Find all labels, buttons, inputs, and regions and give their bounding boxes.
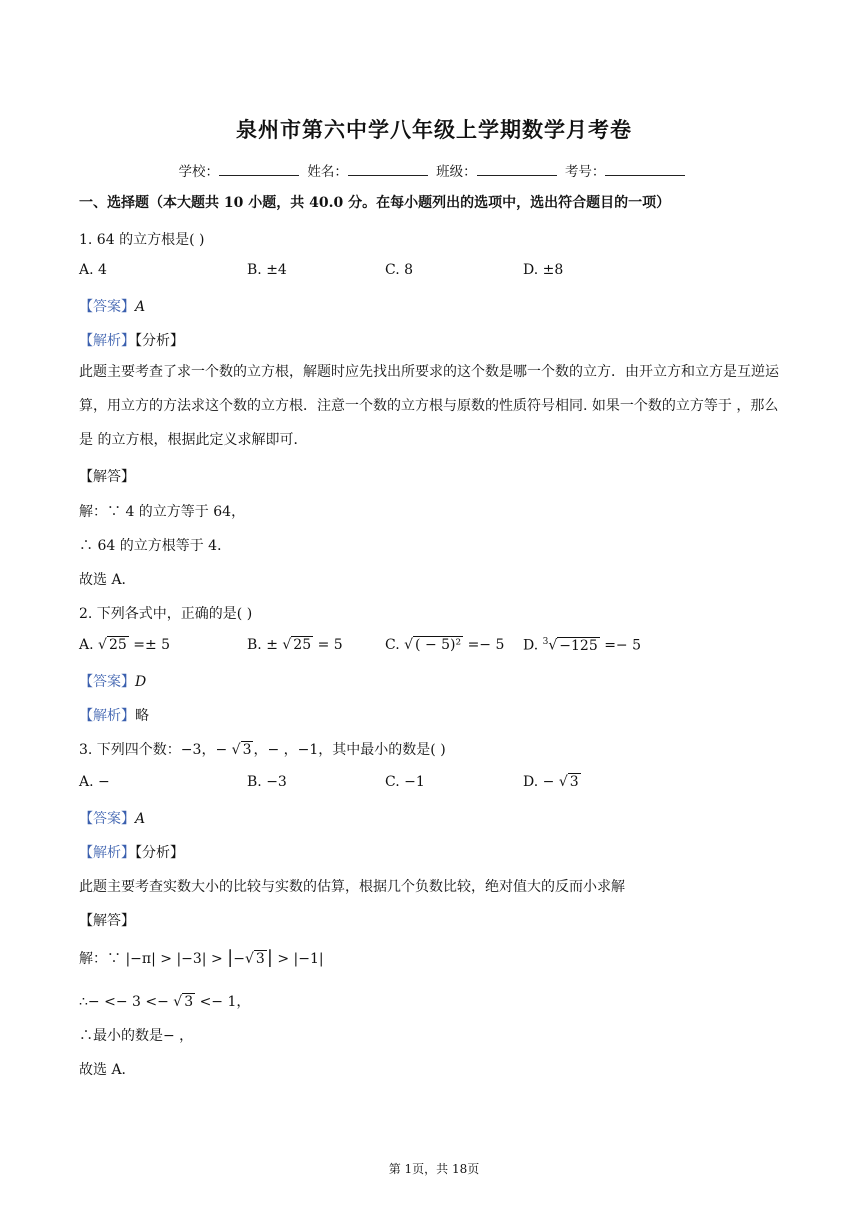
solve-suffix: <− 1， xyxy=(195,994,251,1010)
sqrt-icon: √ xyxy=(404,637,414,653)
q1-stem: 1. 64 的立方根是( ) xyxy=(79,232,205,248)
option-rest: =− 5 xyxy=(599,637,642,654)
q2-answer: D xyxy=(135,674,147,690)
option-prefix: A. xyxy=(79,637,99,653)
q3-solve-line-1: 解：∵ |−π| > |−3| > |−√ 3 | > |−1| xyxy=(79,947,324,968)
q3-analysis-line xyxy=(79,842,184,862)
q3-option-d xyxy=(523,774,581,790)
option-rest: =− 5 xyxy=(463,637,505,653)
name-blank xyxy=(348,163,428,176)
school-label: 学校： xyxy=(178,164,220,180)
q1-analysis-text: 此题主要考查了求一个数的立方根，解题时应先找出所要求的这个数是哪一个数的立方．由开立方和立方是互逆运算，用立方的方法求这个数的立方根．注意一个数的立方根与原数的性质符号相同. 如果一个数的立方等于 ，那么 是 的立方根，根据此定义求解即可． xyxy=(79,364,779,448)
sqrt-expression xyxy=(404,637,463,653)
class-label: 班级： xyxy=(436,164,477,180)
radicand: 3 xyxy=(184,994,194,1010)
number-blank xyxy=(605,163,685,176)
q1-option-a: A. 4 xyxy=(79,262,107,278)
option-prefix: D. − xyxy=(523,774,559,790)
sqrt-icon: √ xyxy=(231,742,241,758)
analysis-tag: 【解析】 xyxy=(79,333,135,349)
q1-option-b: B. ±4 xyxy=(247,262,287,278)
q1-solve-label: 【解答】 xyxy=(79,469,135,485)
q2-option-a xyxy=(79,637,170,653)
q3-solve-line-4: 故选 A． xyxy=(79,1062,136,1078)
q3-option-b: B. −3 xyxy=(247,774,287,790)
sqrt-icon: √ xyxy=(244,951,254,967)
sqrt-expression xyxy=(173,994,195,1010)
solve-prefix: 解：∵ |−π| > |−3| > xyxy=(79,951,228,967)
answer-tag: 【答案】 xyxy=(79,811,135,827)
analysis-tag: 【解析】 xyxy=(79,845,135,861)
solve-prefix: ∴− <− 3 <− xyxy=(79,994,174,1010)
stem-prefix: 3. 下列四个数：−3，− xyxy=(79,742,232,758)
analysis-label: 【分析】 xyxy=(135,333,184,349)
q2-analysis-line xyxy=(79,705,149,725)
radicand: 3 xyxy=(569,774,579,790)
q3-solve-line-2 xyxy=(79,991,250,1011)
q2-answer-line xyxy=(79,671,146,691)
abs-bar-left: | xyxy=(227,947,234,968)
q3-answer-line xyxy=(79,808,145,828)
sqrt-expression xyxy=(245,951,267,967)
radicand: 25 xyxy=(293,637,312,653)
q1-solve-line-3: 故选 A． xyxy=(79,572,136,588)
root-index: 3 xyxy=(542,637,549,647)
sqrt-expression xyxy=(559,774,581,790)
cbrt-expression xyxy=(543,637,600,654)
solve-suffix: > |−1| xyxy=(272,951,324,967)
q3-stem xyxy=(79,739,446,759)
q1-answer-line xyxy=(79,296,145,316)
radicand: −125 xyxy=(559,637,598,654)
q1-answer: A xyxy=(135,299,146,315)
q1-solve-line-2: ∴ 64 的立方根等于 4． xyxy=(79,538,232,554)
sqrt-icon: √ xyxy=(173,994,183,1010)
number-label: 考号： xyxy=(564,164,606,180)
section-heading: 一、选择题（本大题共 10 小题，共 40.0 分。在每小题列出的选项中，选出符合题目的一项） xyxy=(79,195,671,211)
answer-tag: 【答案】 xyxy=(79,674,135,690)
q3-answer: A xyxy=(135,811,146,827)
name-label: 姓名： xyxy=(307,164,348,180)
abs-bar-right: | xyxy=(266,947,273,968)
option-rest: =± 5 xyxy=(128,637,171,653)
sqrt-expression xyxy=(98,637,129,653)
q1-option-d: D. ±8 xyxy=(523,262,564,278)
q3-solve-line-3: ∴最小的数是− ， xyxy=(79,1028,194,1044)
q3-option-a: A. − xyxy=(79,774,110,790)
q3-solve-label: 【解答】 xyxy=(79,913,135,929)
class-blank xyxy=(477,163,557,176)
q1-solve-line-1: 解：∵ 4 的立方等于 64， xyxy=(79,504,246,520)
sqrt-icon: √ xyxy=(98,637,107,653)
radicand: 25 xyxy=(108,637,127,653)
radicand: 3 xyxy=(255,951,265,967)
sqrt-icon: √ xyxy=(282,637,292,653)
q2-option-c xyxy=(385,637,504,653)
option-prefix: C. xyxy=(385,637,405,653)
radicand: 3 xyxy=(242,742,252,758)
analysis-label: 【分析】 xyxy=(135,845,184,861)
q2-option-d xyxy=(523,637,641,654)
option-prefix: B. ± xyxy=(247,637,283,653)
q1-analysis-line xyxy=(79,330,184,350)
q2-option-b xyxy=(247,637,343,653)
q2-analysis-text: 略 xyxy=(135,708,149,724)
q1-option-c: C. 8 xyxy=(385,262,414,278)
answer-tag: 【答案】 xyxy=(79,299,135,315)
student-info-row xyxy=(0,160,868,180)
option-prefix: D. xyxy=(523,637,543,654)
sqrt-expression xyxy=(232,742,254,758)
page-title: 泉州市第六中学八年级上学期数学月考卷 xyxy=(236,117,632,142)
page-footer: 第 1页，共 18页 xyxy=(388,1162,480,1176)
sqrt-icon: √ xyxy=(548,637,558,654)
analysis-tag: 【解析】 xyxy=(79,708,135,724)
sqrt-icon: √ xyxy=(558,774,568,790)
q3-analysis-text: 此题主要考查实数大小的比较与实数的估算，根据几个负数比较，绝对值大的反而小求解 xyxy=(79,879,625,895)
school-blank xyxy=(219,163,299,176)
option-rest: = 5 xyxy=(313,637,343,653)
sqrt-expression xyxy=(282,637,313,653)
q3-option-c: C. −1 xyxy=(385,774,425,790)
radicand: ( − 5)² xyxy=(415,637,462,653)
stem-suffix: ，− ，−1，其中最小的数是( ) xyxy=(253,742,446,758)
q2-stem: 2. 下列各式中，正确的是( ) xyxy=(79,606,253,622)
